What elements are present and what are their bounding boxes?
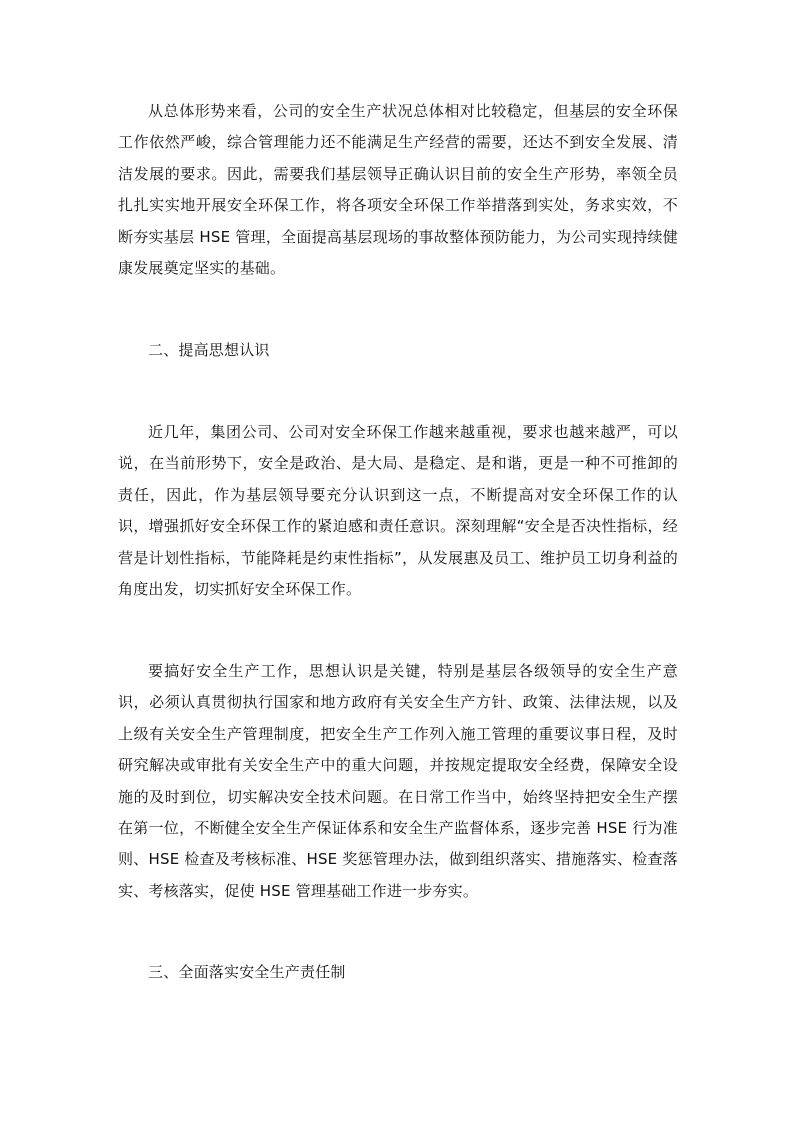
body-paragraph: 要搞好安全生产工作，思想认识是关键，特别是基层各级领导的安全生产意识，必须认真贯彻执行国家和地方政府有关安全生产方针、政策、法律法规，以及上级有关安全生产管理制度，把安全生产工作列入施工管理的重要议事日程，及时研究解决或审批有关安全生产中的重大问题，并按规定提取安全经费，保障安全设施的及时到位，切实解决安全技术问题。在日常工作当中，始终坚持把安全生产摆在第一位，不断健全安全生产保证体系和安全生产监督体系，逐步完善 HSE 行为准则、HSE 检查及考核标准、HSE 奖惩管理办法，做到组织落实、措施落实、检查落实、考核落实，促使 HSE 管理基础工作进一步夯实。 <box>118 662 678 900</box>
body-paragraph: 近几年，集团公司、公司对安全环保工作越来越重视，要求也越来越严，可以说，在当前形势下，安全是政治、是大局、是稳定、是和谐，更是一种不可推卸的责任，因此，作为基层领导要充分认识到这一点，不断提高对安全环保工作的认识，增强抓好安全环保工作的紧迫感和责任意识。深刻理解“安全是否决性指标，经营是计划性指标，节能降耗是约束性指标”，从发展惠及员工、维护员工切身利益的角度出发，切实抓好安全环保工作。 <box>118 423 678 599</box>
section-heading: 三、全面落实安全生产责任制 <box>148 963 346 981</box>
section-heading: 二、提高思想认识 <box>148 341 270 359</box>
body-paragraph: 从总体形势来看，公司的安全生产状况总体相对比较稳定，但基层的安全环保工作依然严峻，综合管理能力还不能满足生产经营的需要，还达不到安全发展、清洁发展的要求。因此，需要我们基层领导正确认识目前的安全生产形势，率领全员扎扎实实地开展安全环保工作，将各项安全环保工作举措落到实处，务求实效，不断夯实基层 HSE 管理，全面提高基层现场的事故整体预防能力，为公司实现持续健康发展奠定坚实的基础。 <box>118 102 678 278</box>
